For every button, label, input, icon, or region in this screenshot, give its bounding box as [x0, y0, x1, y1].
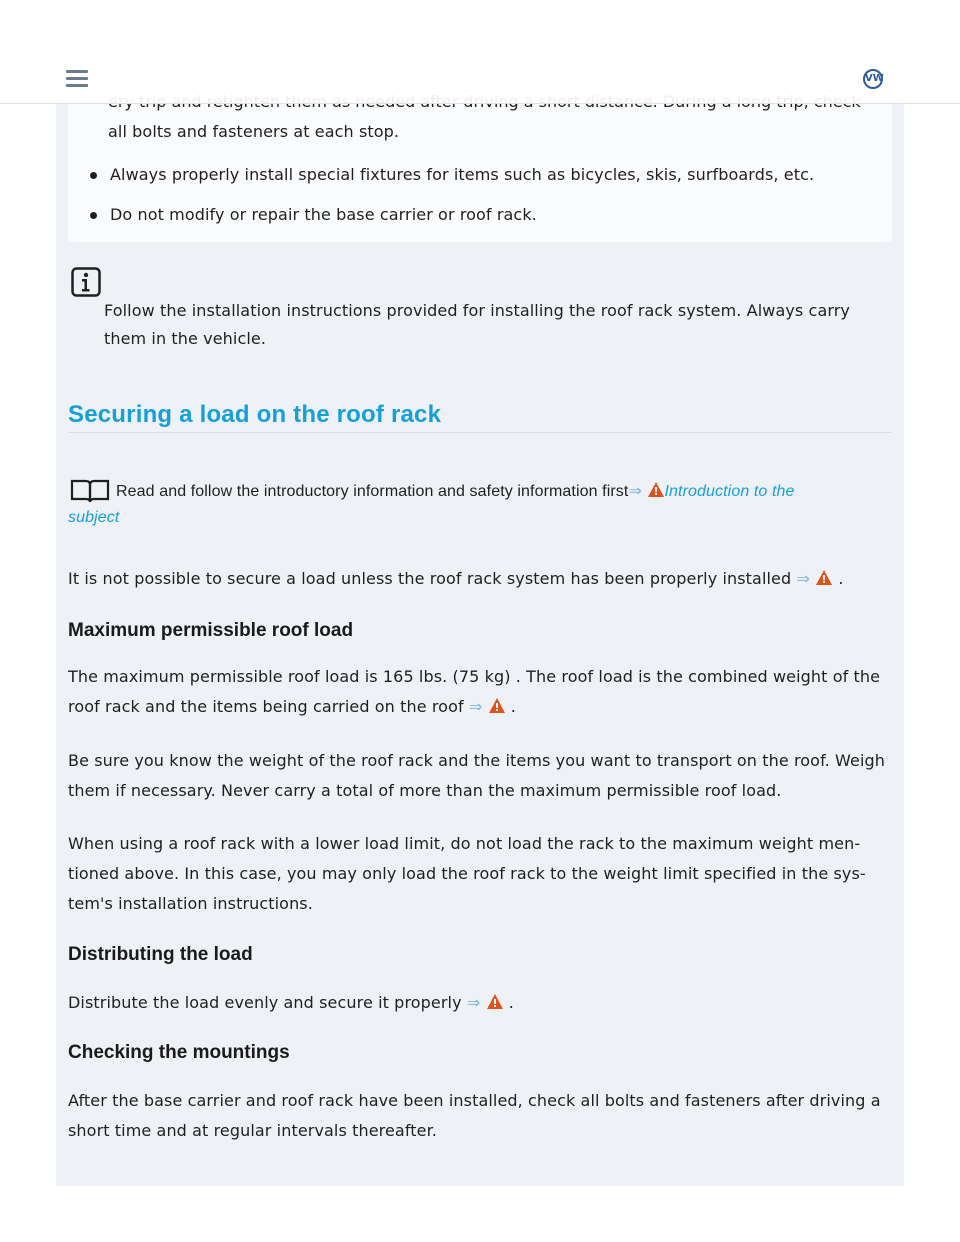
heading-distribute: Distributing the load — [68, 944, 253, 965]
bullet-dot — [90, 212, 97, 219]
ref-arrow[interactable]: ⇒ — [796, 569, 810, 588]
vw-logo-icon[interactable]: VW — [863, 69, 883, 89]
intro-link-continued[interactable]: subject — [68, 509, 120, 526]
note-line-1: Follow the installation instructions provided for installing the roof rack system. Always carry — [104, 301, 850, 320]
max-load-p2-line-1: Be sure you know the weight of the roof rack and the items you want to transport on the roof. Weigh — [68, 751, 885, 770]
info-icon — [71, 267, 101, 297]
paragraph-text: It is not possible to secure a load unless the roof rack system has been properly installed — [68, 569, 792, 588]
warning-icon — [647, 481, 665, 498]
period: . — [508, 993, 514, 1012]
warning-icon[interactable] — [488, 697, 506, 714]
intro-link[interactable]: Introduction to the — [664, 483, 795, 500]
max-load-line-2 — [68, 697, 516, 717]
mountings-line-2: short time and at regular intervals thereafter. — [68, 1121, 437, 1140]
max-load-line-1: The maximum permissible roof load is 165 lbs. (75 kg) . The roof load is the combined weight of the — [68, 667, 881, 686]
warning-bullet-1: Always properly install special fixtures for items such as bicycles, skis, surfboards, etc. — [110, 165, 815, 184]
max-load-p3-line-1: When using a roof rack with a lower load limit, do not load the rack to the maximum weight men- — [68, 834, 861, 853]
warning-bullet-2: Do not modify or repair the base carrier or roof rack. — [110, 205, 537, 224]
book-icon — [70, 478, 110, 504]
hamburger-menu-icon[interactable] — [66, 70, 88, 88]
paragraph-text: Distribute the load evenly and secure it properly — [68, 993, 462, 1012]
heading-mountings: Checking the mountings — [68, 1042, 290, 1063]
paragraph-text: roof rack and the items being carried on the roof — [68, 697, 464, 716]
warning-icon[interactable] — [815, 569, 833, 586]
top-bar — [0, 0, 960, 104]
warning-line: all bolts and fasteners at each stop. — [108, 122, 400, 141]
bullet-dot — [90, 172, 97, 179]
distribute-line — [68, 993, 514, 1013]
max-load-p2-line-2: them if necessary. Never carry a total of more than the maximum permissible roof load. — [68, 781, 782, 800]
paragraph-secure — [68, 569, 844, 589]
intro-text: Read and follow the introductory information and safety information first — [116, 483, 629, 500]
warning-icon[interactable] — [486, 993, 504, 1010]
section-divider — [68, 432, 892, 433]
note-line-2: them in the vehicle. — [104, 329, 267, 348]
period: . — [510, 697, 516, 716]
heading-max-load: Maximum permissible roof load — [68, 620, 354, 641]
mountings-line-1: After the base carrier and roof rack have been installed, check all bolts and fasteners after driving a — [68, 1091, 881, 1110]
intro-arrow[interactable]: ⇒ — [628, 483, 642, 500]
max-load-p3-line-3: tem's installation instructions. — [68, 894, 313, 913]
ref-arrow[interactable]: ⇒ — [466, 993, 481, 1012]
intro-line — [116, 481, 795, 502]
period: . — [838, 569, 844, 588]
section-title: Securing a load on the roof rack — [68, 401, 442, 428]
max-load-p3-line-2: tioned above. In this case, you may only load the roof rack to the weight limit specified in the sys- — [68, 864, 866, 883]
ref-arrow[interactable]: ⇒ — [468, 697, 483, 716]
